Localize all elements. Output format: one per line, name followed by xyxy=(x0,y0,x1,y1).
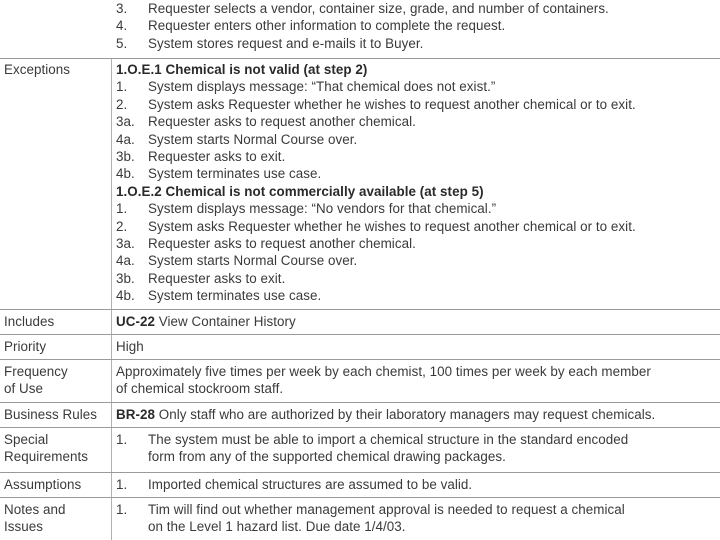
note-text: on the Level 1 hazard list. Due date 1/4/03. xyxy=(148,519,406,535)
row-separator xyxy=(0,359,720,360)
frequency-label: Frequency of Use xyxy=(4,364,68,397)
row-separator xyxy=(0,427,720,428)
step-line: 2. System asks Requester whether he wishes to request another chemical or to exit. xyxy=(116,218,636,234)
business-rule-id: BR-28 xyxy=(116,407,155,422)
frequency-text: Approximately five times per week by each chemist, 100 times per week by each member xyxy=(116,364,651,379)
special-requirements-label: Special Requirements xyxy=(4,432,88,465)
exception-heading: 1.O.E.2 Chemical is not commercially available (at step 5) xyxy=(116,183,484,199)
row-separator xyxy=(0,309,720,310)
row-separator xyxy=(0,58,720,59)
notes-label: Notes and Issues xyxy=(4,502,66,535)
assumption-text: Imported chemical structures are assumed to be valid. xyxy=(148,477,473,492)
special-requirement-text: The system must be able to import a chemical structure in the standard encoded xyxy=(148,432,629,447)
note-text: Tim will find out whether management approval is needed to request a chemical xyxy=(148,502,625,517)
priority-label: Priority xyxy=(4,339,47,354)
step-line: 3a. Requester asks to request another chemical. xyxy=(116,114,416,130)
assumptions-label: Assumptions xyxy=(4,477,82,492)
step-line: 4a. System starts Normal Course over. xyxy=(116,253,358,269)
row-separator xyxy=(0,472,720,473)
column-divider xyxy=(111,58,112,540)
step-line: 4b. System terminates use case. xyxy=(116,288,322,304)
exceptions-label: Exceptions xyxy=(4,62,71,77)
includes-text: View Container History xyxy=(158,314,296,329)
step-line: 1. System displays message: “That chemical does not exist.” xyxy=(116,79,496,95)
step-line: 4. Requester enters other information to complete the request. xyxy=(116,18,506,34)
step-line: 4a. System starts Normal Course over. xyxy=(116,131,358,147)
exception-heading: 1.O.E.1 Chemical is not valid (at step 2) xyxy=(116,62,368,77)
step-line: 3b. Requester asks to exit. xyxy=(116,270,286,286)
business-rules-label: Business Rules xyxy=(4,407,97,422)
priority-value: High xyxy=(116,339,144,354)
special-requirement-text: form from any of the supported chemical drawing packages. xyxy=(148,449,506,465)
use-case-table: 3. Requester selects a vendor, container size, grade, and number of containers. 4. Requester enters other information to complete the request. 5. System stores request and e-mails it to Buyer. Exceptions 1.O.E.1 Chemical is not valid (at step 2) 1. System displays message: “That chemical does not exist.” 2. System asks Requester whether he wishes to request another chemical or to exit. 3a. Requester asks to request another chemical. 4a. System starts Normal Course over. 3b. Requester asks to exit. 4b. System terminates use case. 1.O.E.2 Chemical is not commercially available (at step 5) 1. System displays message: “No vendors for that chemical.” 2. System asks Requester whether he wishes to request another chemical or to exit. 3a. Requester asks to request another chemical. 4a. System starts Normal Course over. 3b. Requester asks to exit. 4b. System terminates use case. Includes UC-22 View Container History Priority High Frequency of Use Approximately five times per week by each chemist, 100 times per week by each member of chemical stockroom staff. Business Rules BR-28 Only staff who are authorized by their laboratory managers may request chemicals. Special Requirements 1. The system must be able to import a chemical structure in the standard encoded form from any of the supported chemical drawing packages. Assumptions 1. Imported chemical structures are assumed to be valid. Notes and Issues 1. Tim will find out whether management approval is needed to request a chemical on the Level 1 hazard list. Due date 1/4/03. xyxy=(0,0,720,540)
step-line: 4b. System terminates use case. xyxy=(116,166,322,182)
step-line: 5. System stores request and e-mails it to Buyer. xyxy=(116,35,424,51)
business-rule-text: Only staff who are authorized by their laboratory managers may request chemicals. xyxy=(158,407,656,422)
frequency-text: of chemical stockroom staff. xyxy=(116,381,284,397)
row-separator xyxy=(0,334,720,335)
step-line: 3. Requester selects a vendor, container size, grade, and number of containers. xyxy=(116,1,609,16)
step-line: 2. System asks Requester whether he wishes to request another chemical or to exit. xyxy=(116,96,636,112)
row-separator xyxy=(0,402,720,403)
includes-id: UC-22 xyxy=(116,314,155,329)
row-separator xyxy=(0,497,720,498)
step-line: 3a. Requester asks to request another chemical. xyxy=(116,235,416,251)
includes-label: Includes xyxy=(4,314,55,329)
step-line: 1. System displays message: “No vendors for that chemical.” xyxy=(116,201,497,217)
step-line: 3b. Requester asks to exit. xyxy=(116,148,286,164)
